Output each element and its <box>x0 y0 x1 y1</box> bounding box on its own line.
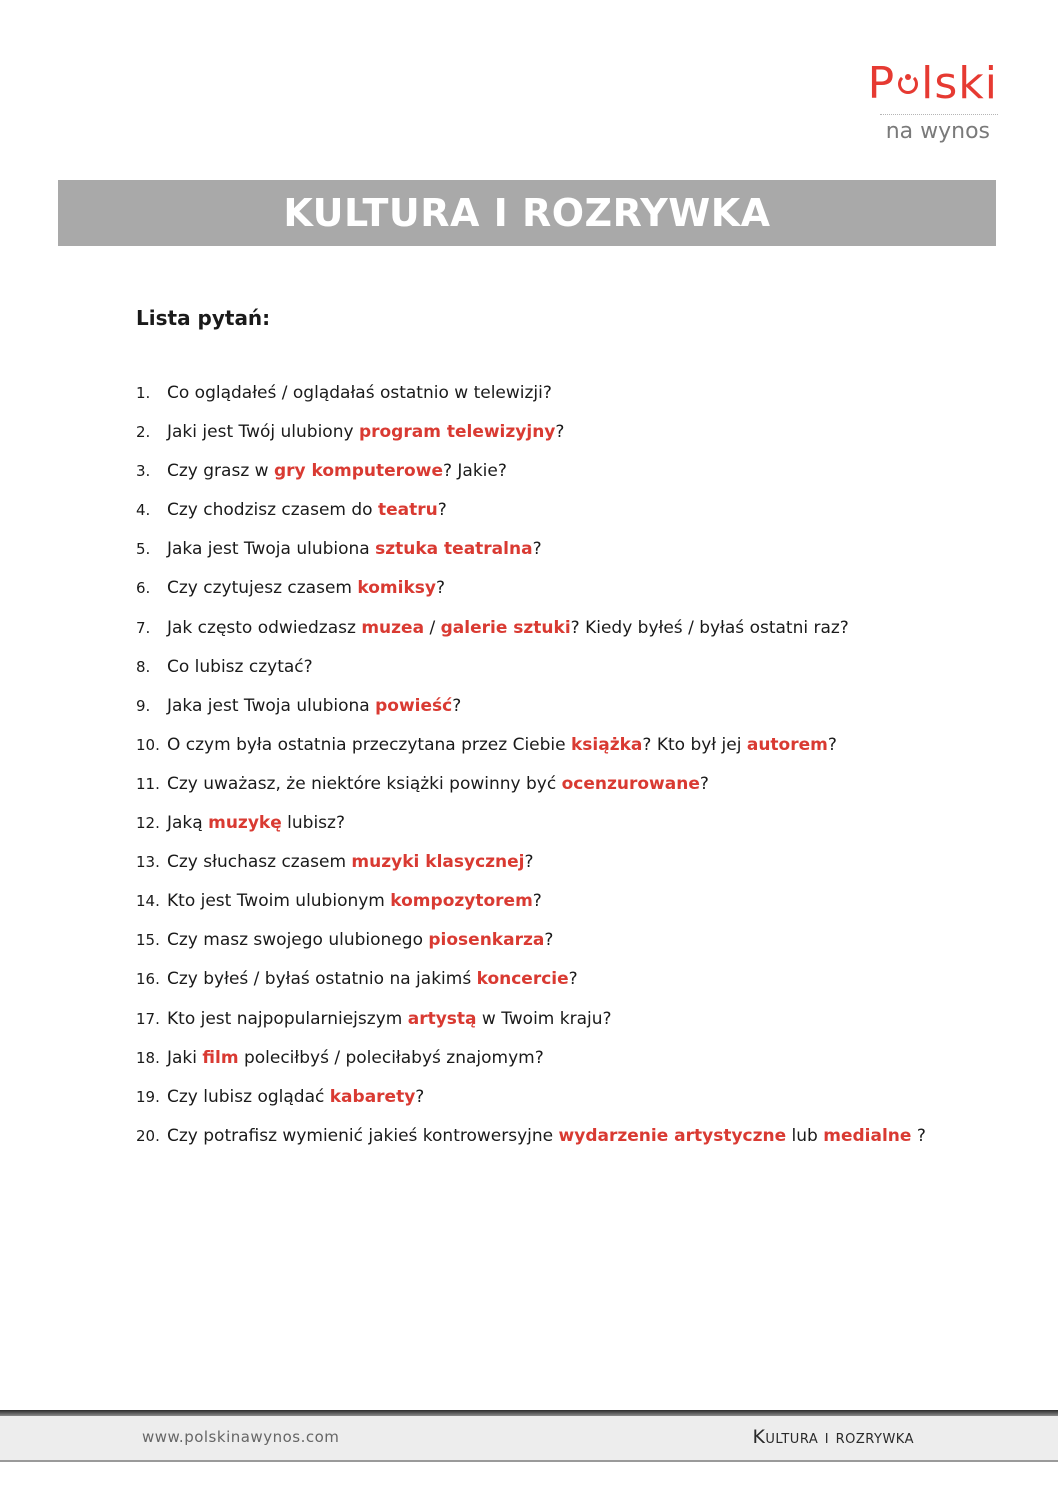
question-item <box>136 615 1016 654</box>
question-text <box>167 1006 612 1032</box>
question-number: 10. <box>136 735 160 754</box>
highlighted-term: gry komputerowe <box>273 461 443 482</box>
question-item <box>136 1123 1016 1162</box>
highlighted-term: medialne <box>823 1125 912 1146</box>
question-text-segment: ? <box>532 891 542 912</box>
question-text <box>167 966 578 992</box>
highlighted-term: piosenkarza <box>428 930 545 951</box>
question-number: 1. <box>136 384 151 402</box>
question-text <box>167 615 849 641</box>
question-number: 3. <box>136 462 151 481</box>
question-number: 13. <box>136 853 160 872</box>
highlighted-term: ocenzurowane <box>561 773 700 794</box>
question-text-segment: ? <box>544 930 554 951</box>
highlighted-term: muzea <box>361 617 425 638</box>
question-item <box>136 966 1016 1005</box>
question-text-segment: Jaki <box>167 1047 203 1068</box>
highlighted-term: artystą <box>407 1008 477 1029</box>
question-text-segment: ? <box>452 695 462 716</box>
footer-website-link[interactable]: www.polskinawynos.com <box>142 1428 340 1446</box>
highlighted-term: film <box>202 1047 239 1068</box>
question-text <box>167 693 461 719</box>
highlighted-term: książka <box>571 734 643 755</box>
question-text-segment: Czy lubisz oglądać <box>167 1086 330 1107</box>
question-text-segment: Czy masz swojego ulubionego <box>167 930 429 951</box>
highlighted-term: powieść <box>375 695 453 716</box>
question-item <box>136 810 1016 849</box>
highlighted-term: muzykę <box>208 813 282 834</box>
question-number: 7. <box>136 618 151 637</box>
logo-o-mark-icon <box>896 70 920 100</box>
question-text-segment: Czy byłeś / byłaś ostatnio na jakimś <box>167 969 477 990</box>
question-item <box>136 771 1016 810</box>
question-text <box>167 849 534 875</box>
question-item <box>136 419 1016 458</box>
question-text-segment: ? <box>699 773 709 794</box>
question-number: 4. <box>136 501 151 520</box>
highlighted-term: program telewizyjny <box>358 422 556 443</box>
question-item <box>136 693 1016 732</box>
question-number: 20. <box>136 1126 160 1145</box>
question-text-segment: poleciłbyś / poleciłabyś znajomym? <box>238 1047 544 1068</box>
question-text <box>167 654 313 680</box>
question-text-segment: Czy potrafisz wymienić jakieś kontrowersyjne <box>167 1125 559 1146</box>
question-number: 17. <box>136 1009 160 1028</box>
question-text-segment: Kto jest Twoim ulubionym <box>167 891 391 912</box>
highlighted-term: teatru <box>377 500 438 521</box>
question-number: 5. <box>136 540 151 559</box>
highlighted-term: autorem <box>746 734 828 755</box>
highlighted-term: komiksy <box>357 578 436 599</box>
question-text <box>167 810 345 836</box>
question-text <box>167 732 837 758</box>
question-number: 9. <box>136 696 151 715</box>
question-number: 16. <box>136 970 160 989</box>
question-text-segment: ? <box>568 969 578 990</box>
question-text <box>167 771 709 797</box>
footer-bottom-rule <box>0 1460 1058 1462</box>
question-text <box>167 1123 926 1149</box>
page-title: KULTURA I ROZRYWKA <box>283 191 771 235</box>
highlighted-term: sztuka teatralna <box>375 539 533 560</box>
question-text-segment: Jaki jest Twój ulubiony <box>167 422 359 443</box>
question-text-segment: ? Kiedy byłeś / byłaś ostatni raz? <box>570 617 849 638</box>
question-text <box>167 1045 544 1071</box>
question-text-segment: ? <box>415 1086 425 1107</box>
question-text-segment: Jaka jest Twoja ulubiona <box>167 539 376 560</box>
logo-subtitle: na wynos <box>885 119 990 144</box>
question-text-segment: ? Jakie? <box>442 461 507 482</box>
question-text-segment: Czy uważasz, że niektóre książki powinny być <box>167 773 562 794</box>
question-text <box>167 536 542 562</box>
question-text-segment: ? <box>911 1125 926 1146</box>
logo-text-start: P <box>867 58 896 109</box>
question-text-segment: Czy grasz w <box>167 461 274 482</box>
question-item <box>136 849 1016 888</box>
question-text-segment: Jaką <box>167 813 209 834</box>
question-text <box>167 888 542 914</box>
question-text <box>167 419 564 445</box>
highlighted-term: kabarety <box>329 1086 416 1107</box>
question-item <box>136 575 1016 614</box>
list-heading: Lista pytań: <box>136 306 271 330</box>
question-text-segment: ? <box>555 422 565 443</box>
question-number: 14. <box>136 892 160 911</box>
question-text-segment: ? <box>532 539 542 560</box>
question-text-segment: Co oglądałeś / oglądałaś ostatnio w telewizji? <box>167 383 552 403</box>
highlighted-term: wydarzenie artystyczne <box>558 1125 787 1146</box>
question-list <box>136 380 1016 1162</box>
highlighted-term: galerie sztuki <box>440 617 571 638</box>
question-text-segment: ? Kto był jej <box>642 734 747 755</box>
question-text-segment: ? <box>437 500 447 521</box>
question-text-segment: w Twoim kraju? <box>476 1008 612 1029</box>
question-text-segment: ? <box>435 578 445 599</box>
question-item <box>136 888 1016 927</box>
question-item <box>136 497 1016 536</box>
question-text-segment: Kto jest najpopularniejszym <box>167 1008 408 1029</box>
highlighted-term: kompozytorem <box>390 891 533 912</box>
question-text-segment: Czy słuchasz czasem <box>167 852 352 873</box>
question-item <box>136 458 1016 497</box>
logo-wordmark <box>858 58 998 110</box>
question-text <box>167 380 552 406</box>
highlighted-term: muzyki klasycznej <box>351 852 525 873</box>
question-item <box>136 380 1016 419</box>
title-banner <box>58 180 996 246</box>
question-text-segment: Czy czytujesz czasem <box>167 578 358 599</box>
question-number: 8. <box>136 657 151 676</box>
question-text-segment: ? <box>827 734 837 755</box>
question-item <box>136 1084 1016 1123</box>
question-number: 11. <box>136 774 160 793</box>
question-text-segment: lubisz? <box>281 813 345 834</box>
question-text-segment: Jaka jest Twoja ulubiona <box>167 695 376 716</box>
question-number: 18. <box>136 1048 160 1067</box>
question-number: 12. <box>136 814 160 833</box>
question-text <box>167 927 553 953</box>
question-number: 15. <box>136 931 160 950</box>
question-number: 2. <box>136 423 151 442</box>
question-text-segment: Jak często odwiedzasz <box>167 617 362 638</box>
question-item <box>136 1045 1016 1084</box>
question-item <box>136 1006 1016 1045</box>
question-text-segment: Co lubisz czytać? <box>167 656 313 677</box>
question-text <box>167 458 507 484</box>
logo-divider <box>880 114 998 115</box>
question-item <box>136 927 1016 966</box>
question-text <box>167 575 445 601</box>
question-text-segment: ? <box>524 852 534 873</box>
question-text-segment: / <box>424 617 441 638</box>
question-item <box>136 654 1016 693</box>
question-text-segment: Czy chodzisz czasem do <box>167 500 378 521</box>
question-number: 19. <box>136 1087 160 1106</box>
question-item <box>136 536 1016 575</box>
question-text-segment: O czym była ostatnia przeczytana przez Ciebie <box>167 734 571 755</box>
question-text <box>167 497 447 523</box>
question-number: 6. <box>136 579 151 598</box>
question-text-segment: lub <box>786 1125 824 1146</box>
brand-logo <box>858 58 998 145</box>
highlighted-term: koncercie <box>476 969 569 990</box>
logo-text-end: lski <box>921 58 998 109</box>
footer-title: Kultura i rozrywka <box>752 1426 914 1448</box>
question-item <box>136 732 1016 771</box>
question-text <box>167 1084 424 1110</box>
